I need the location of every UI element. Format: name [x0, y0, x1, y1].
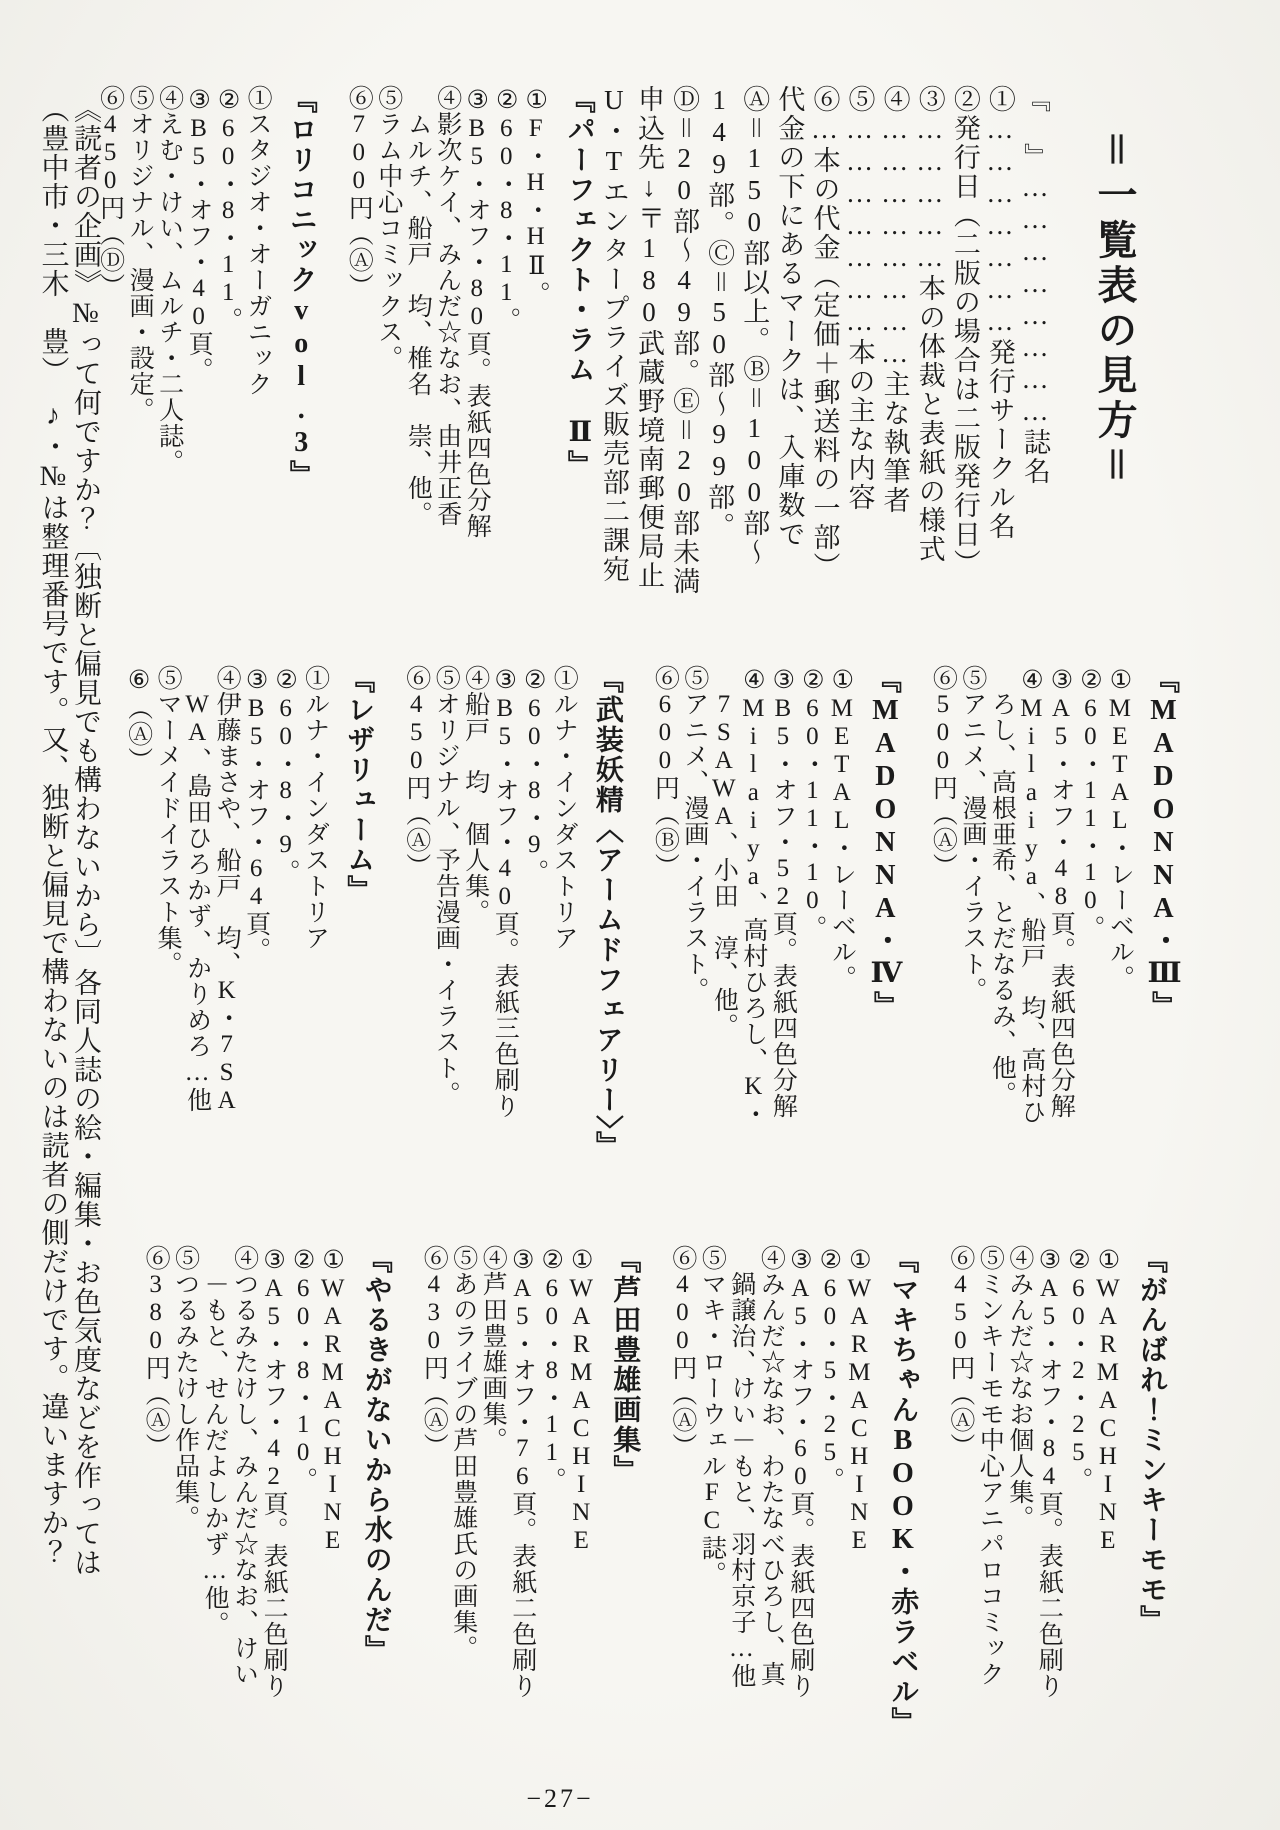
entry-field: ④伊藤まさや、船戸 均、K・7SA [213, 665, 241, 1115]
band-middle [97, 665, 1180, 1213]
entry-field: ムルチ、船戸 均、椎名 崇、他。 [404, 85, 432, 527]
entry-field: ③A5・オフ・42頁。表紙二色刷り [260, 1245, 288, 1699]
entry-title: 『芦田豊雄画集』 [609, 1245, 641, 1485]
entry-field: 鍋譲治、けい－もと、羽村京子…他 [727, 1245, 755, 1689]
legend-line: 『 』……………………誌名 [1020, 85, 1050, 486]
legend-heading: ＝一覧表の見方＝ [1092, 129, 1137, 489]
band-bottom [115, 1245, 1168, 1795]
entry-field: ④みんだ☆なお、わたなべひろし、真 [757, 1245, 785, 1687]
entry-field: ②60・2・25。 [1064, 1245, 1092, 1493]
entry-field: ⑤つるみたけし作品集。 [171, 1245, 199, 1531]
legend-line: ⑥…本の代金（定価＋郵送料の一部） [809, 85, 840, 581]
entry-loliconic [95, 85, 318, 637]
entry-title: 『武装妖精〈アームドフェアリー〉』 [591, 665, 623, 1161]
legend-line: ①…………………発行サークル名 [984, 85, 1015, 541]
page-number: −27− [526, 1784, 594, 1813]
entry-field: ①WARMACHINE [319, 1245, 347, 1555]
entry-field: ④えむ・けい、ムルチ・二人誌。 [155, 85, 183, 475]
entry-field: ⑥700円（Ⓐ） [345, 85, 373, 299]
entry-title: 『マキちゃんBOOK・赤ラベル』 [887, 1245, 919, 1737]
legend-section [596, 85, 1140, 637]
entry-field: ⑥（Ⓐ） [124, 665, 152, 773]
entry-field: ②60・8・9。 [520, 665, 548, 885]
legend-line: 代金の下にあるマークは、入庫数で [774, 85, 805, 549]
entry-title: 『MADONNA・Ⅳ』 [869, 665, 901, 1021]
entry-field: ⑤マキ・ローウェルFC誌。 [698, 1245, 726, 1587]
entry-field: ⑥500円（Ⓐ） [929, 665, 957, 879]
legend-line: ④……………………主な執筆者 [879, 85, 910, 515]
entry-field: ③B5・オフ・52頁。表紙四色分解 [769, 665, 797, 1119]
entry-field: ②60・8・11。 [492, 85, 520, 333]
entry-field: ①WARMACHINE [845, 1245, 873, 1555]
entry-field: ④船戸 均 個人集。 [461, 665, 489, 925]
legend-line: 149部。Ⓒ＝50部～99部。 [704, 85, 735, 541]
entry-field: ③B5・オフ・64頁。 [242, 665, 270, 963]
entry-field: ③A5・オフ・84頁。表紙二色刷り [1035, 1245, 1063, 1699]
entry-field: ⑥430円（Ⓐ） [420, 1245, 448, 1459]
legend-line: Ⓓ＝20部～49部。Ⓔ＝20部未満 [669, 85, 700, 596]
entry-field: ④つるみたけし、みんだ☆なお、けい [230, 1245, 258, 1687]
entry-ashida-gashu [419, 1245, 642, 1795]
entry-field: ②60・8・11。 [214, 85, 242, 333]
entry-field: ⑤オリジナル、漫画・設定。 [126, 85, 154, 423]
entry-field: 7SAWA、小田 淳、他。 [710, 665, 738, 1039]
entry-field: ⑥600円（Ⓑ） [651, 665, 679, 879]
entry-field: ②60・11・10。 [1076, 665, 1104, 941]
entry-field: ③A5・オフ・48頁。表紙四色分解 [1047, 665, 1075, 1119]
entry-field: ④みんだ☆なお個人集。 [1005, 1245, 1033, 1531]
legend-line: ⑤…………………本の主な内容 [844, 85, 875, 512]
entry-field: ②60・8・10。 [289, 1245, 317, 1493]
entry-field: ①WARMACHINE [1094, 1245, 1122, 1555]
legend-line: Ⓐ＝150部以上。Ⓑ＝100部～ [739, 85, 770, 567]
entry-field: ⑤あのライブの芦田豊雄氏の画集。 [449, 1245, 477, 1661]
entry-field: ⑥450円（Ⓐ） [946, 1245, 974, 1459]
entry-field: ろし、高根亜希、とだなるみ、他。 [988, 665, 1016, 1107]
legend-line: ②発行日（二版の場合は二版発行日） [949, 85, 980, 578]
reader-note [36, 95, 101, 1807]
entry-title: 『やるきがないから水のんだ』 [360, 1245, 392, 1665]
entry-field: ③B5・オフ・80頁。表紙四色分解 [463, 85, 491, 539]
entry-maki-book [667, 1245, 919, 1795]
entry-field: ②60・8・9。 [272, 665, 300, 885]
band-top [69, 85, 1140, 637]
entry-field: ③A5・オフ・60頁。表紙四色刷り [786, 1245, 814, 1699]
entry-field: ⑥450円（Ⓓ） [96, 85, 124, 299]
entry-field: ⑤マーメイドイラスト集。 [154, 665, 182, 977]
entry-minky-momo [945, 1245, 1168, 1795]
entry-field: ⑤オリジナル、予告漫画・イラスト。 [432, 665, 460, 1107]
legend-line: ③……………本の体裁と表紙の様式 [914, 85, 945, 564]
entry-field: ⑥450円（Ⓐ） [402, 665, 430, 879]
entry-field: ④Milaiya、高村ひろし、K・ [739, 665, 767, 1127]
entry-field: ②60・8・11。 [538, 1245, 566, 1493]
entry-title: 『レザリューム』 [343, 665, 375, 905]
entry-field: ⑤ミンキーモモ中心アニパロコミック [976, 1245, 1004, 1687]
entry-field: WA、島田ひろかず、かりめろ…他 [183, 665, 211, 1113]
entry-yaruki [141, 1245, 393, 1795]
entry-lezarium [123, 665, 375, 1213]
entry-field: ④Milaiya、船戸 均、高村ひ [1017, 665, 1045, 1125]
entry-field: ①ルナ・インダストリア [301, 665, 329, 951]
entry-field: ③B5・オフ・40頁。表紙三色刷り [491, 665, 519, 1119]
entry-field: ⑤ラム中心コミックス。 [374, 85, 402, 371]
entry-field: ③A5・オフ・76頁。表紙二色刷り [508, 1245, 536, 1699]
entry-field: ①METAL・レーベル。 [828, 665, 856, 991]
entry-armed-fairy [401, 665, 624, 1213]
entry-field: ①WARMACHINE [567, 1245, 595, 1555]
reader-question: 《読者の企画》№って何ですか？〔独断と偏見でも構わないから〕各同人誌の絵・編集・お色気度などを作っては [69, 95, 101, 1577]
entry-title: 『がんばれ！ミンキーモモ』 [1136, 1245, 1167, 1635]
entry-title: 『ロリコニックvol.3』 [285, 85, 317, 490]
entry-field: ②60・11・10。 [798, 665, 826, 941]
entry-field: ②60・5・25。 [816, 1245, 844, 1493]
entry-title: 『パーフェクト・ラム Ⅱ』 [563, 85, 595, 480]
reader-answer: （豊中市・三木 豊） ♪・№は整理番号です。又、独断と偏見で構わないのは読者の側だけです。違いますか？ [37, 95, 69, 1566]
entry-field: ④芦田豊雄画集。 [479, 1245, 507, 1453]
entry-title: 『MADONNA・Ⅲ』 [1148, 665, 1179, 1021]
entry-field: －もと、せんだよしかず…他。 [201, 1245, 229, 1637]
entry-field: ④影次ケイ、みんだ☆なお、由井正香 [433, 85, 461, 527]
entry-perfect-ram [344, 85, 596, 637]
entry-field: ⑥380円（Ⓐ） [142, 1245, 170, 1459]
legend-line: U・Tエンタープライズ販売部二課宛 [598, 85, 629, 584]
entry-field: ⑤アニメ、漫画・イラスト。 [680, 665, 708, 1003]
entry-field: ①スタジオ・オーガニック [244, 85, 272, 397]
entry-madonna-3 [928, 665, 1180, 1213]
entry-field: ①F・H・HⅡ。 [522, 85, 550, 307]
entry-field: ⑤アニメ、漫画・イラスト。 [958, 665, 986, 1003]
legend-line: 申込先↓〒180武蔵野境南郵便局止 [633, 85, 664, 590]
entry-madonna-4 [650, 665, 902, 1213]
entry-field: ①METAL・レーベル。 [1106, 665, 1134, 991]
entry-field: ③B5・オフ・40頁。 [185, 85, 213, 383]
entry-field: ①ルナ・インダストリア [550, 665, 578, 951]
entry-field: ⑥400円（Ⓐ） [668, 1245, 696, 1459]
